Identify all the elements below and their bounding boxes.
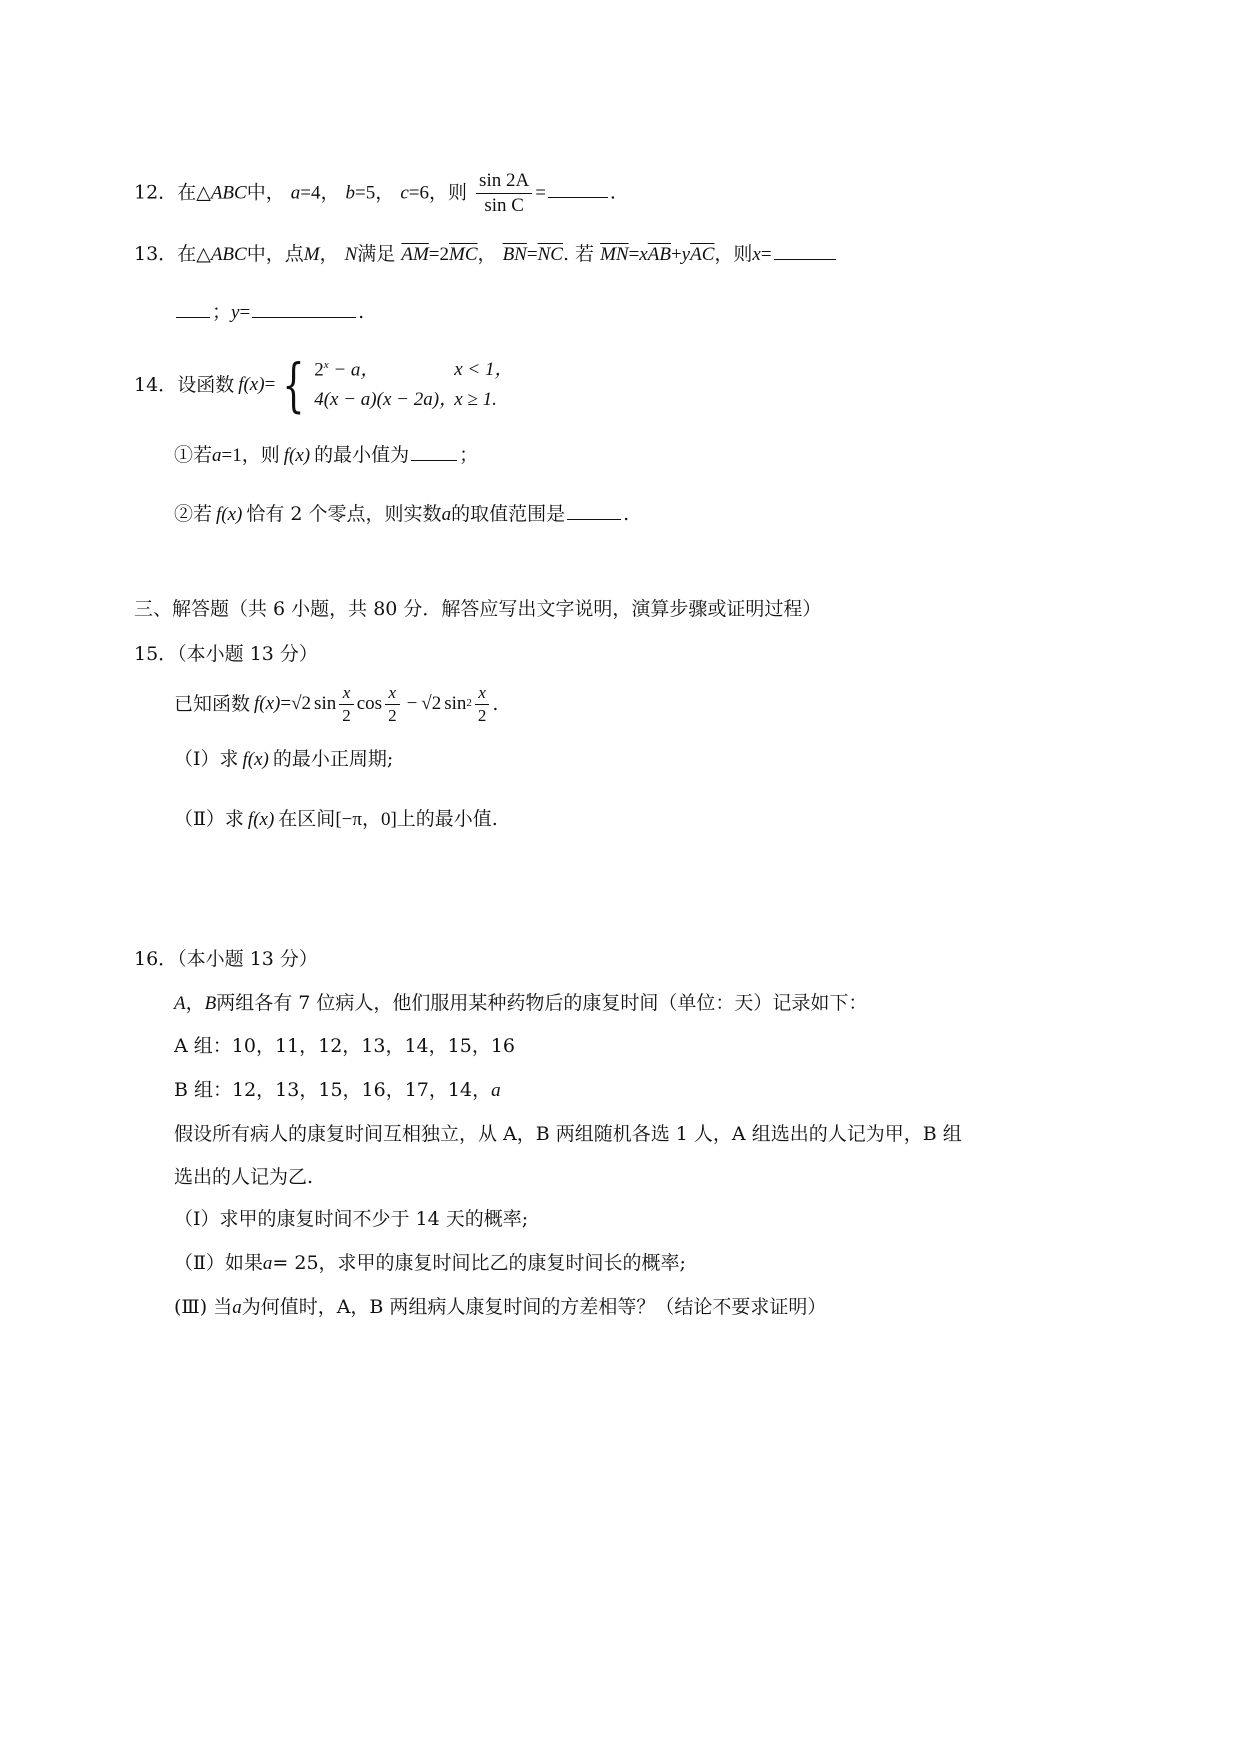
q15-square: 2 (466, 697, 472, 710)
q15-interval: [−π，0] (335, 809, 397, 830)
case-2-expr: 4(x − a)(x − 2a)， (314, 389, 459, 410)
case-1-expr (314, 359, 454, 382)
q13-eq: = (428, 244, 440, 265)
question-13-cont (174, 301, 364, 325)
q13-plus: + (670, 244, 682, 265)
q14-var-a: a (441, 504, 452, 525)
q13-end: . (358, 301, 365, 323)
q15-function: f(x) (242, 749, 269, 770)
q15-p2-text: 上的最小值. (396, 808, 498, 830)
vector-nc: $\overline{NC}$ (537, 244, 563, 265)
q15-part-1 (174, 748, 393, 772)
q13-var-x: x (752, 244, 761, 265)
q16-assumption-2: 选出的人记为乙. (174, 1166, 314, 1188)
q16-group-a: A (174, 993, 186, 1014)
case-2-condition: x ≥ 1. (454, 389, 497, 410)
q15-header: 15．（本小题 13 分） (134, 643, 318, 665)
q14-text: 设函数 (177, 373, 235, 396)
q13-point-m: M (303, 244, 320, 265)
q16-header: 16．（本小题 13 分） (134, 948, 318, 970)
q13-text: ，则 (714, 243, 753, 265)
q16-var-a: a (262, 1253, 273, 1274)
fraction-denominator: 2 (388, 705, 397, 725)
fraction-denominator: 2 (477, 705, 487, 725)
q12-value: 6，则 (419, 182, 467, 204)
q13-text: 在△ (177, 243, 211, 265)
vector-mn: $\overline{MN}$ (600, 244, 629, 265)
answer-blank[interactable] (548, 197, 608, 198)
q14-function: f(x) (216, 504, 243, 525)
vector-ac: $\overline{AC}$ (690, 244, 715, 265)
q13-var-y: y (231, 302, 240, 323)
q14-p1-end: ； (459, 444, 479, 466)
q13-triangle: ABC (210, 244, 247, 265)
q12-value: 5， (365, 182, 395, 204)
answer-blank-y[interactable] (252, 317, 356, 318)
q13-eq: = (628, 244, 640, 265)
answer-blank-x-cont[interactable] (176, 317, 210, 318)
q15-sqrt: √2 (421, 692, 442, 714)
answer-blank-min[interactable] (411, 460, 457, 461)
q14-p2-end: . (623, 503, 630, 525)
q14-p1-text: ①若 (174, 444, 213, 466)
case-1-condition: x < 1， (454, 359, 514, 381)
q12-value: 4， (310, 182, 340, 204)
q16-group-b-values: B 组：12，13，15，16，17，14， (174, 1079, 492, 1101)
q16-part-2 (174, 1252, 686, 1276)
q15-sin: sin (444, 692, 467, 714)
q12-eq: = (300, 182, 311, 204)
q15-p1-text: （Ⅰ）求 (174, 748, 239, 770)
q16-text: 两组各有 7 位病人，他们服用某种药物后的康复时间（单位：天）记录如下： (216, 992, 868, 1014)
q12-eq: = (355, 182, 366, 204)
case-2 (314, 388, 513, 412)
q14-p2-text: 恰有 2 个零点，则实数 (246, 503, 442, 525)
q13-text: 中，点 (246, 243, 304, 265)
q16-var-a: a (232, 1297, 242, 1318)
q15-sin: sin (314, 692, 337, 714)
vector-am: $\overline{AM}$ (401, 244, 429, 265)
q16-comma: ， (185, 992, 205, 1014)
question-13 (134, 243, 838, 267)
q16-intro (174, 992, 867, 1016)
question-12 (134, 170, 616, 217)
q14-p2-text: ②若 (174, 503, 213, 525)
q13-comma: ， (319, 243, 339, 265)
q13-semicolon: ； (212, 301, 232, 323)
piecewise-function (275, 351, 514, 419)
q15-sqrt: √2 (291, 692, 312, 714)
fraction-numerator: x (339, 683, 354, 705)
q16-group-a-data: A 组：10，11，12，13，14，15，16 (174, 1035, 515, 1057)
q12-end: . (609, 181, 616, 204)
q14-part-2 (174, 503, 629, 527)
q15-part-2 (174, 808, 498, 832)
q14-part-1 (174, 444, 478, 468)
q15-p2-text: （Ⅱ）求 (174, 808, 244, 830)
case-1-tail: − a， (328, 359, 380, 381)
fraction-numerator: x (475, 683, 490, 705)
q15-frac-x-2 (339, 683, 354, 725)
fraction-denominator: sin C (484, 194, 524, 216)
q13-eq: = (526, 244, 538, 265)
section-3-title: 三、解答题（共 6 小题，共 80 分．解答应写出文字说明，演算步骤或证明过程） (134, 598, 822, 620)
q14-p2-text: 的取值范围是 (451, 503, 566, 525)
q13-text: . 若 (562, 243, 595, 265)
q13-comma: ， (477, 243, 497, 265)
case-1 (314, 358, 513, 382)
q15-cos: cos (356, 692, 383, 714)
q16-p3-text: (Ⅲ) 当 (174, 1296, 233, 1318)
q12-var-c: c (400, 182, 409, 204)
q14-function: f(x) (283, 445, 311, 466)
answer-blank-x[interactable] (774, 259, 836, 260)
q16-var-a: a (491, 1080, 501, 1101)
q13-number: 13． (134, 243, 178, 265)
q12-triangle: ABC (210, 182, 247, 204)
q15-end: . (492, 692, 499, 715)
case-1-exponent: x (323, 358, 329, 371)
q12-eq: = (535, 182, 546, 204)
q14-p1-text: =1，则 (221, 445, 280, 466)
fraction-numerator: sin 2A (476, 170, 532, 194)
q16-part-1: （Ⅰ）求甲的康复时间不少于 14 天的概率; (174, 1208, 529, 1230)
q13-text: 满足 (357, 243, 396, 265)
q15-eq: = (280, 692, 292, 714)
q16-p2-text: = 25，求甲的康复时间比乙的康复时间长的概率; (272, 1252, 686, 1274)
case-1-base: 2 (314, 359, 324, 381)
q14-p1-text: 的最小值为 (314, 444, 410, 466)
answer-blank-range[interactable] (567, 519, 621, 520)
fraction-numerator: x (385, 683, 400, 705)
q15-function: f(x) (254, 692, 281, 714)
q12-text: 中， (246, 181, 285, 204)
q16-part-3 (174, 1296, 826, 1320)
q14-eq: = (264, 373, 276, 395)
fraction-denominator: 2 (342, 705, 351, 725)
q12-var-a: a (290, 182, 301, 204)
q14-function: f(x) (238, 373, 265, 395)
question-14 (134, 351, 514, 419)
q16-p3-text: 为何值时，A，B 两组病人康复时间的方差相等？（结论不要求证明） (241, 1296, 827, 1318)
q15-intro (174, 683, 498, 725)
q15-function: f(x) (247, 809, 275, 830)
q16-p2-text: （Ⅱ）如果 (174, 1252, 263, 1274)
q13-eq: = (760, 244, 772, 265)
q15-p1-text: 的最小正周期; (272, 748, 394, 770)
q13-var-y: y (681, 244, 691, 265)
q12-var-b: b (345, 182, 356, 204)
q13-point-n: N (344, 244, 358, 265)
vector-bn: $\overline{BN}$ (502, 244, 527, 265)
q15-minus: − (406, 692, 418, 714)
q15-p2-text: 在区间 (278, 808, 336, 830)
q14-number: 14． (134, 373, 178, 396)
vector-ab: $\overline{AB}$ (647, 244, 671, 265)
q13-var-x: x (639, 244, 648, 265)
left-brace: { (282, 351, 305, 419)
q12-number: 12． (134, 181, 178, 204)
q15-text: 已知函数 (174, 692, 251, 715)
q16-assumption-1: 假设所有病人的康复时间互相独立，从 A，B 两组随机各选 1 人，A 组选出的人记为甲，B 组 (174, 1123, 962, 1145)
q16-group-b-data (174, 1079, 501, 1103)
q13-coef: 2 (439, 244, 450, 265)
q13-eq: = (239, 302, 251, 323)
piecewise-cases (314, 358, 513, 412)
q12-eq: = (408, 182, 420, 204)
q14-var-a: a (212, 445, 222, 466)
q16-group-b: B (204, 993, 217, 1014)
vector-mc: $\overline{MC}$ (449, 244, 478, 265)
q12-text: 在△ (177, 181, 211, 204)
q12-fraction (476, 170, 532, 217)
q15-frac-x-2 (385, 683, 400, 725)
q15-frac-x-2 (475, 683, 490, 725)
